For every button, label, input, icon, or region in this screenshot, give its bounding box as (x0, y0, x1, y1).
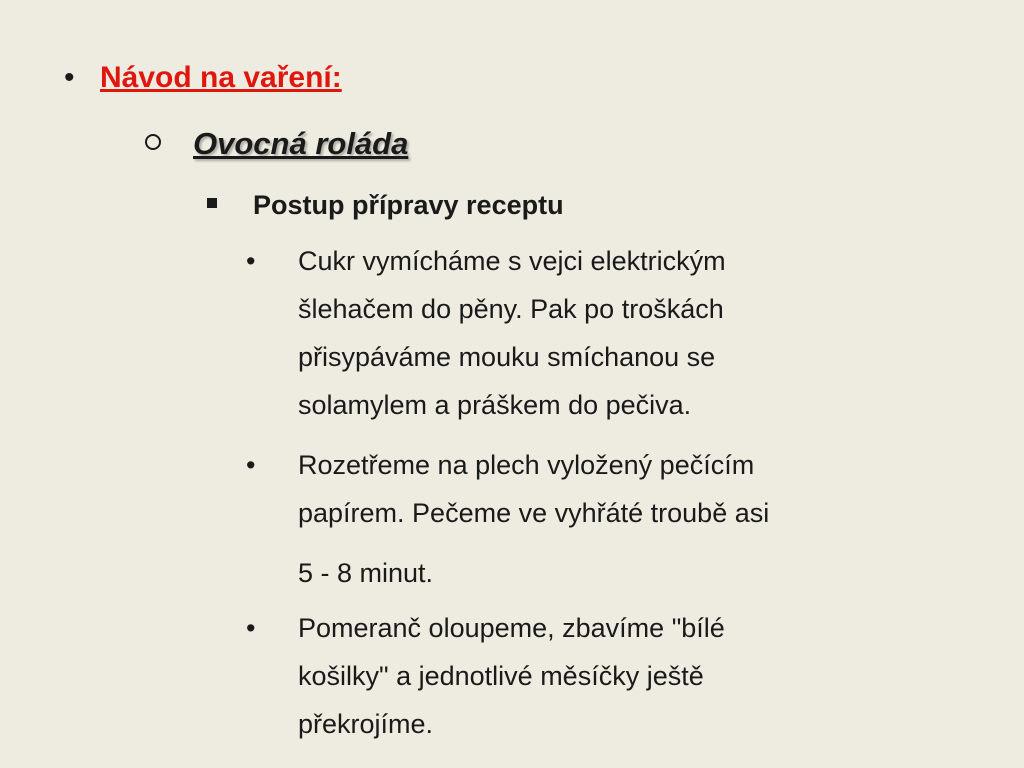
recipe-section-title: Návod na vaření: (100, 61, 342, 94)
step-line: 5 - 8 minut. (298, 558, 434, 588)
step-line: šlehačem do pěny. Pak po troškách (298, 294, 724, 324)
step-text (298, 441, 958, 597)
bullet-icon: • (246, 613, 256, 643)
step-text (298, 237, 958, 429)
step-line: Pomeranč oloupeme, zbavíme "bílé (298, 613, 725, 643)
bullet-icon: • (246, 450, 256, 480)
step-line: Rozetřeme na plech vyložený pečícím (298, 450, 755, 480)
bullet-icon: • (64, 61, 75, 94)
procedure-title: Postup přípravy receptu (253, 190, 564, 220)
step-line: překrojíme. (298, 709, 434, 739)
step-text (298, 604, 958, 748)
recipe-name: Ovocná roláda (193, 126, 409, 161)
square-bullet-icon (207, 198, 217, 208)
step-line: Cukr vymícháme s vejci elektrickým (298, 246, 726, 276)
step-line: solamylem a práškem do pečiva. (298, 390, 692, 420)
step-line: košilky" a jednotlivé měsíčky ještě (298, 661, 704, 691)
step-line: přisypáváme mouku smíchanou se (298, 342, 716, 372)
circle-bullet-icon (145, 134, 161, 150)
bullet-icon: • (246, 246, 256, 276)
step-line: papírem. Pečeme ve vyhřáté troubě asi (298, 498, 770, 528)
